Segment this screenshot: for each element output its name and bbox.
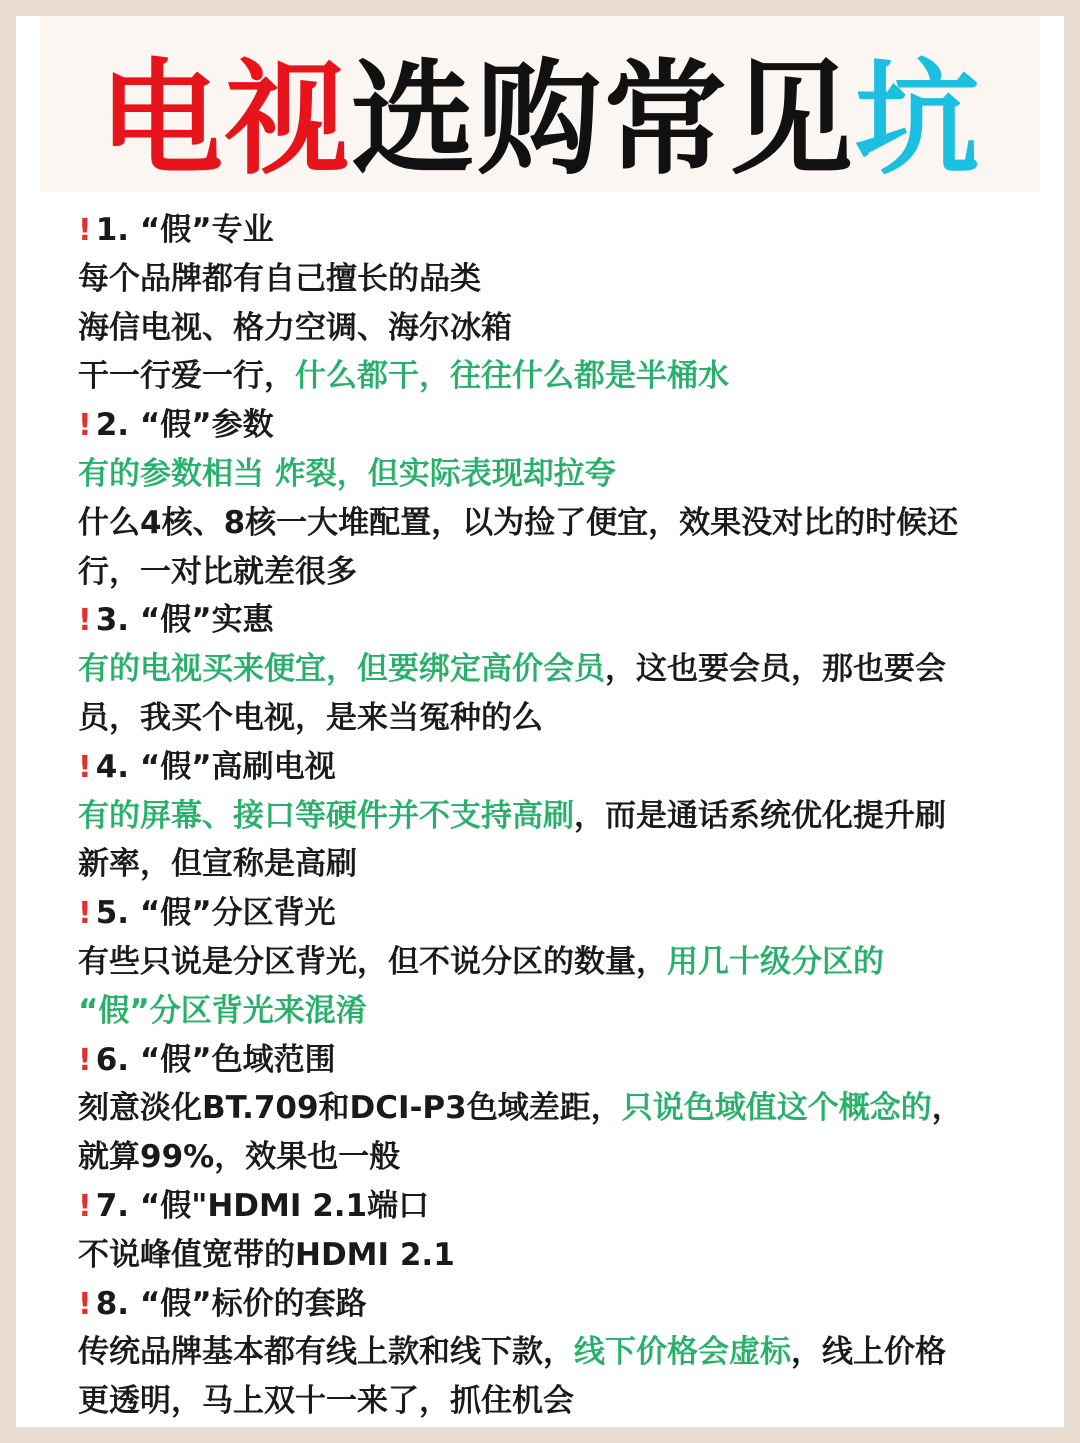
body-text: 干一行爱一行，: [78, 358, 295, 395]
title-part-black: 选购常见: [350, 48, 855, 192]
exclamation-icon: !: [78, 408, 92, 444]
body-text: 不说峰值宽带的HDMI 2.1: [78, 1236, 455, 1273]
body-text: 每个品牌都有自己擅长的品类: [78, 260, 481, 297]
text-line: [78, 352, 1038, 401]
article-body: [78, 206, 1038, 1426]
text-line: [78, 840, 1038, 889]
section-heading: [78, 206, 1038, 255]
title-part-cyan: 坑: [855, 48, 982, 192]
body-text: 员，我买个电视，是来当冤种的么: [78, 699, 543, 736]
exclamation-icon: !: [78, 1188, 92, 1224]
body-text: 有些只说是分区背光，但不说分区的数量，: [78, 943, 667, 980]
highlight-text: 有的屏幕、接口等硬件并不支持高刷: [78, 797, 574, 834]
body-text: ，: [931, 1090, 963, 1127]
highlight-text: “假”分区背光来混淆: [78, 992, 367, 1029]
text-line: [78, 1084, 1038, 1133]
text-line: [78, 987, 1038, 1036]
body-text: ，线上价格: [791, 1334, 946, 1371]
text-line: [78, 645, 1038, 694]
text-line: [78, 694, 1038, 743]
highlight-text: 有的参数相当 炸裂，但实际表现却拉夸: [78, 455, 616, 492]
exclamation-icon: !: [78, 603, 92, 639]
exclamation-icon: !: [78, 896, 92, 932]
post-card: [16, 16, 1064, 1427]
page-title: [16, 50, 1064, 190]
body-text: 6. “假”色域范围: [95, 1041, 336, 1078]
highlight-text: 只说色域值这个概念的: [621, 1090, 932, 1127]
body-text: 更透明，马上双十一来了，抓住机会: [78, 1383, 574, 1420]
text-line: [78, 450, 1038, 499]
section-heading: [78, 889, 1038, 938]
section-heading: [78, 1036, 1038, 1085]
title-part-red: 电视: [98, 48, 351, 192]
section-heading: [78, 596, 1038, 645]
text-line: [78, 938, 1038, 987]
text-line: [78, 792, 1038, 841]
body-text: 传统品牌基本都有线上款和线下款，: [78, 1334, 574, 1371]
text-line: [78, 1133, 1038, 1182]
text-line: [78, 499, 1038, 548]
body-text: 刻意淡化BT.709和DCI-P3色域差距，: [78, 1090, 622, 1127]
section-heading: [78, 743, 1038, 792]
text-line: [78, 548, 1038, 597]
text-line: [78, 304, 1038, 353]
body-text: 3. “假”实惠: [95, 602, 274, 639]
highlight-text: 什么都干，往往什么都是半桶水: [295, 358, 729, 395]
body-text: 8. “假”标价的套路: [95, 1285, 367, 1322]
exclamation-icon: !: [78, 213, 92, 248]
body-text: 新率，但宣称是高刷: [78, 846, 357, 883]
highlight-text: 用几十级分区的: [667, 943, 884, 980]
highlight-text: 线下价格会虚标: [574, 1334, 791, 1371]
text-line: [78, 1231, 1038, 1280]
body-text: 行，一对比就差很多: [78, 553, 357, 590]
body-text: 5. “假”分区背光: [95, 895, 336, 932]
text-line: [78, 1377, 1038, 1426]
section-heading: [78, 401, 1038, 450]
body-text: ，这也要会员，那也要会: [605, 651, 946, 688]
body-text: 1. “假”专业: [95, 212, 274, 248]
section-heading: [78, 1280, 1038, 1329]
body-text: 海信电视、格力空调、海尔冰箱: [78, 309, 512, 346]
body-text: 就算99%，效果也一般: [78, 1139, 401, 1176]
section-heading: [78, 1182, 1038, 1231]
body-text: 什么4核、8核一大堆配置，以为捡了便宜，效果没对比的时候还: [78, 504, 959, 541]
text-line: [78, 255, 1038, 304]
body-text: ，而是通话系统优化提升刷: [574, 797, 946, 834]
exclamation-icon: !: [78, 749, 92, 785]
exclamation-icon: !: [78, 1286, 92, 1322]
body-text: 4. “假”高刷电视: [95, 748, 336, 785]
exclamation-icon: !: [78, 1042, 92, 1078]
highlight-text: 有的电视买来便宜，但要绑定高价会员: [78, 651, 605, 688]
body-text: 2. “假”参数: [95, 407, 274, 444]
text-line: [78, 1328, 1038, 1377]
body-text: 7. “假"HDMI 2.1端口: [95, 1187, 430, 1224]
